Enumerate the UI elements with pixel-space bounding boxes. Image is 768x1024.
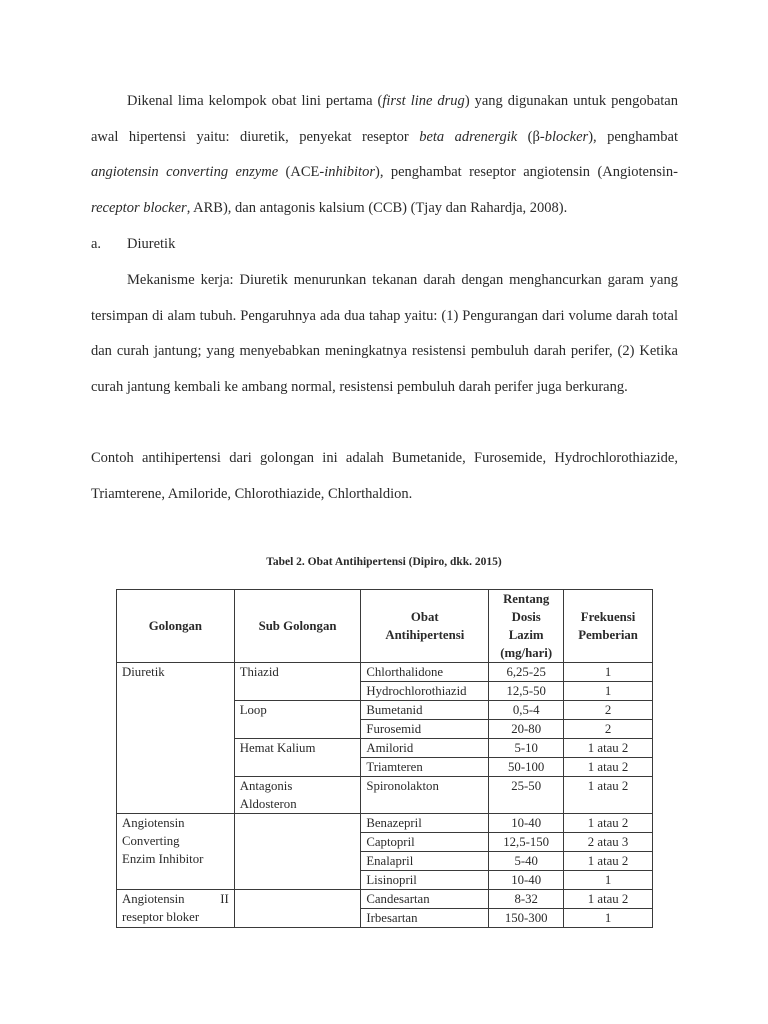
dose-cell: 10-40 <box>489 871 564 890</box>
subgroup-cell-empty <box>234 890 361 928</box>
header-obat-line-2: Antihipertensi <box>385 628 465 642</box>
frequency-cell: 1 atau 2 <box>564 814 653 833</box>
header-frekuensi <box>564 590 653 663</box>
header-golongan <box>117 590 235 663</box>
header-obat <box>361 590 489 663</box>
dose-cell: 150-300 <box>489 909 564 928</box>
subgroup-cell-thiazid <box>234 663 361 701</box>
intro-italic-6: receptor blocker <box>91 200 187 217</box>
intro-text-4: ), penghambat <box>588 128 678 145</box>
frequency-cell: 1 atau 2 <box>564 777 653 814</box>
drug-cell: Chlorthalidone <box>361 663 489 682</box>
intro-text-3: (β- <box>517 128 545 145</box>
intro-italic-4: angiotensin converting enzyme <box>91 164 279 181</box>
drug-cell: Triamteren <box>361 758 489 777</box>
frequency-cell: 1 <box>564 682 653 701</box>
frequency-cell: 2 <box>564 701 653 720</box>
intro-text-6: ), penghambat reseptor angiotensin (Angiotensin- <box>374 164 678 181</box>
drug-cell: Furosemid <box>361 720 489 739</box>
header-dosis <box>489 590 564 663</box>
group-label-ace-line-2: Converting <box>122 834 180 848</box>
table-row <box>117 890 653 909</box>
group-label-arb-line-1 <box>122 890 229 908</box>
dose-cell: 20-80 <box>489 720 564 739</box>
drug-cell: Captopril <box>361 833 489 852</box>
intro-italic-5: inhibitor <box>324 164 375 181</box>
header-obat-line-1: Obat <box>410 610 439 624</box>
intro-italic-2: beta adrenergik <box>419 128 518 145</box>
header-frekuensi-line-1: Frekuensi <box>580 610 636 624</box>
table-row <box>117 663 653 682</box>
section-title: Diuretik <box>127 236 176 252</box>
subgroup-cell-antagonis-aldosteron <box>234 777 361 814</box>
dose-cell: 8-32 <box>489 890 564 909</box>
header-golongan-label: Golongan <box>148 619 203 633</box>
intro-paragraph <box>91 84 678 227</box>
group-label-ace-line-3: Enzim Inhibitor <box>122 852 204 866</box>
header-dosis-line-3: Lazim <box>508 628 544 642</box>
frequency-cell: 2 atau 3 <box>564 833 653 852</box>
frequency-cell: 1 <box>564 871 653 890</box>
drug-cell: Candesartan <box>361 890 489 909</box>
intro-text-5: (ACE- <box>278 164 325 181</box>
header-sub-golongan <box>234 590 361 663</box>
header-dosis-line-4: (mg/hari) <box>500 646 553 660</box>
header-sub-golongan-label: Sub Golongan <box>258 619 337 633</box>
dose-cell: 12,5-50 <box>489 682 564 701</box>
group-label-diuretik: Diuretik <box>122 665 165 679</box>
intro-text-7: , ARB), dan antagonis kalsium (CCB) (Tjay dan Rahardja, 2008). <box>186 200 568 217</box>
table-header-row <box>117 590 653 663</box>
dose-cell: 25-50 <box>489 777 564 814</box>
table-row <box>117 814 653 833</box>
frequency-cell: 1 atau 2 <box>564 890 653 909</box>
subgroup-label-antagonis-line-2: Aldosteron <box>239 797 297 811</box>
dose-cell: 6,25-25 <box>489 663 564 682</box>
intro-text-2: ) yang digunakan untuk pengobatan awal hipertensi yaitu: diuretik, penyekat reseptor <box>91 93 678 145</box>
header-dosis-line-1: Rentang <box>503 592 550 606</box>
section-heading-diuretik <box>91 227 175 263</box>
drug-cell: Irbesartan <box>361 909 489 928</box>
antihypertensive-table <box>116 589 653 928</box>
intro-italic-1: first line drug <box>382 93 465 109</box>
drug-cell: Amilorid <box>361 739 489 758</box>
dose-cell: 10-40 <box>489 814 564 833</box>
dose-cell: 5-10 <box>489 739 564 758</box>
subgroup-label-antagonis-line-1: Antagonis <box>239 779 293 793</box>
mechanism-paragraph: Mekanisme kerja: Diuretik menurunkan tekanan darah dengan menghancurkan garam yang tersimpan di alam tubuh. Pengaruhnya ada dua tahap yaitu: (1) Pengurangan dari volume darah total dan curah jantung; yang menyebabkan meningkatnya resistensi pembuluh darah perifer, (2) Ketika curah jantung kembali ke ambang normal, resistensi pembuluh darah perifer juga berkurang. <box>91 272 678 396</box>
dose-cell: 5-40 <box>489 852 564 871</box>
examples-paragraph: Contoh antihipertensi dari golongan ini adalah Bumetanide, Furosemide, Hydrochlorothiazide, Triamterene, Amiloride, Chlorothiazide, Chlorthaldion. <box>91 450 678 502</box>
frequency-cell: 1 atau 2 <box>564 758 653 777</box>
dose-cell: 50-100 <box>489 758 564 777</box>
group-label-ace-line-1: Angiotensin <box>122 816 185 830</box>
group-cell-arb <box>117 890 235 928</box>
drug-cell: Hydrochlorothiazid <box>361 682 489 701</box>
subgroup-cell-loop <box>234 701 361 739</box>
dose-cell: 12,5-150 <box>489 833 564 852</box>
drug-cell: Bumetanid <box>361 701 489 720</box>
group-label-arb-word-2: II <box>220 892 229 906</box>
frequency-cell: 2 <box>564 720 653 739</box>
dose-cell: 0,5-4 <box>489 701 564 720</box>
drug-cell: Lisinopril <box>361 871 489 890</box>
frequency-cell: 1 <box>564 909 653 928</box>
subgroup-cell-hemat-kalium <box>234 739 361 777</box>
group-cell-diuretik <box>117 663 235 814</box>
subgroup-label-loop: Loop <box>239 703 267 717</box>
intro-text-1: Dikenal lima kelompok obat lini pertama ( <box>127 93 383 109</box>
frequency-cell: 1 atau 2 <box>564 852 653 871</box>
subgroup-label-thiazid: Thiazid <box>239 665 279 679</box>
table-caption: Tabel 2. Obat Antihipertensi (Dipiro, dkk. 2015) <box>266 556 502 568</box>
frequency-cell: 1 <box>564 663 653 682</box>
section-marker: a. <box>91 236 102 252</box>
drug-cell: Benazepril <box>361 814 489 833</box>
intro-italic-3: blocker <box>544 128 589 145</box>
header-dosis-line-2: Dosis <box>511 610 541 624</box>
group-label-arb-word-1: Angiotensin <box>122 892 185 906</box>
group-label-arb-line-2: reseptor bloker <box>122 910 200 924</box>
header-frekuensi-line-2: Pemberian <box>578 628 638 642</box>
drug-cell: Enalapril <box>361 852 489 871</box>
frequency-cell: 1 atau 2 <box>564 739 653 758</box>
subgroup-label-hemat-kalium: Hemat Kalium <box>239 741 316 755</box>
drug-cell: Spironolakton <box>361 777 489 814</box>
group-cell-ace-inhibitor <box>117 814 235 890</box>
subgroup-cell-empty <box>234 814 361 890</box>
